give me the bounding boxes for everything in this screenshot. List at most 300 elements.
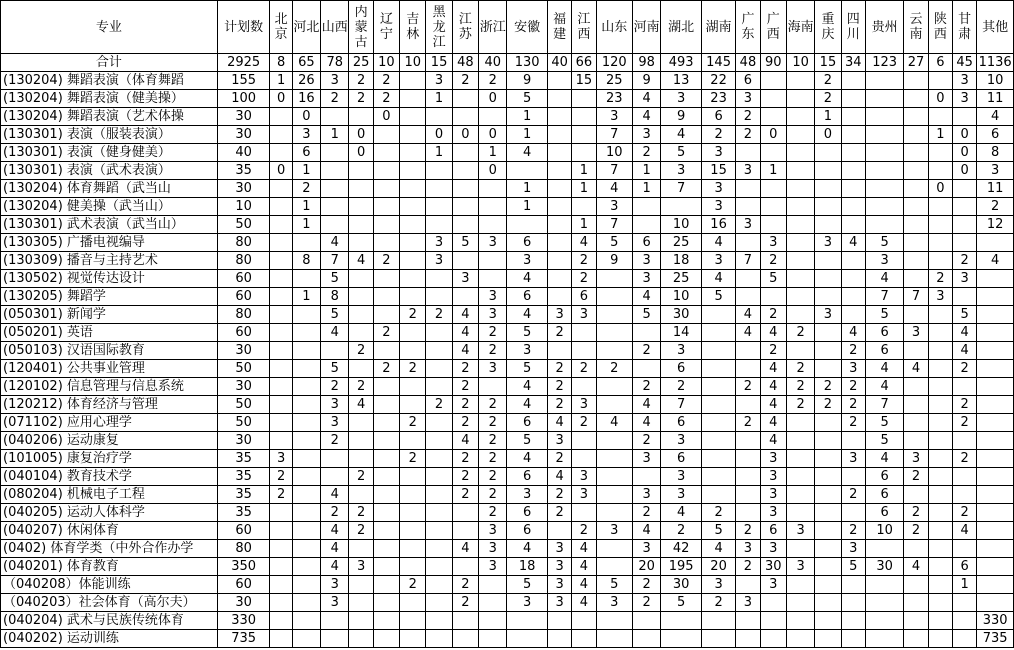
- value-cell: [904, 234, 928, 252]
- value-cell: [786, 108, 814, 126]
- value-cell: 4: [507, 144, 548, 162]
- value-cell: [786, 90, 814, 108]
- value-cell: [292, 432, 320, 450]
- value-cell: [786, 576, 814, 594]
- table-row: [1, 558, 1014, 576]
- value-cell: [452, 252, 478, 270]
- value-cell: [349, 288, 373, 306]
- value-cell: [572, 90, 596, 108]
- value-cell: [400, 378, 426, 396]
- header-province: 山西: [321, 1, 349, 54]
- value-cell: [904, 90, 928, 108]
- value-cell: 0: [479, 90, 507, 108]
- value-cell: [904, 378, 928, 396]
- value-cell: [701, 360, 735, 378]
- value-cell: 4: [865, 270, 903, 288]
- value-cell: 7: [321, 252, 349, 270]
- value-cell: [786, 540, 814, 558]
- header-province: 内蒙古: [349, 1, 373, 54]
- value-cell: 2: [479, 432, 507, 450]
- value-cell: [349, 324, 373, 342]
- value-cell: [928, 216, 952, 234]
- total-cell: 40: [547, 54, 571, 72]
- value-cell: 3: [701, 576, 735, 594]
- table-row: [1, 144, 1014, 162]
- value-cell: [292, 324, 320, 342]
- value-cell: [815, 630, 841, 648]
- value-cell: [270, 594, 292, 612]
- value-cell: 5: [507, 90, 548, 108]
- value-cell: [736, 234, 760, 252]
- value-cell: 3: [736, 162, 760, 180]
- plan-cell: 50: [217, 216, 270, 234]
- value-cell: 2: [400, 414, 426, 432]
- value-cell: [270, 252, 292, 270]
- value-cell: 4: [904, 558, 928, 576]
- value-cell: [479, 270, 507, 288]
- value-cell: 30: [661, 306, 702, 324]
- major-cell: (130309) 播音与主持艺术: [1, 252, 218, 270]
- value-cell: [596, 504, 632, 522]
- value-cell: [270, 180, 292, 198]
- value-cell: 2: [349, 90, 373, 108]
- value-cell: 2: [736, 126, 760, 144]
- value-cell: 3: [547, 594, 571, 612]
- value-cell: 4: [596, 180, 632, 198]
- value-cell: [547, 630, 571, 648]
- value-cell: [904, 306, 928, 324]
- value-cell: 18: [661, 252, 702, 270]
- value-cell: 5: [632, 306, 660, 324]
- value-cell: [904, 126, 928, 144]
- value-cell: [952, 378, 976, 396]
- value-cell: [786, 270, 814, 288]
- table-row: [1, 504, 1014, 522]
- value-cell: 10: [661, 288, 702, 306]
- value-cell: [270, 414, 292, 432]
- major-cell: (071102) 应用心理学: [1, 414, 218, 432]
- value-cell: [815, 522, 841, 540]
- value-cell: 6: [760, 522, 786, 540]
- value-cell: [426, 468, 452, 486]
- value-cell: [349, 234, 373, 252]
- value-cell: 3: [632, 270, 660, 288]
- value-cell: [701, 432, 735, 450]
- value-cell: [400, 180, 426, 198]
- value-cell: 2: [952, 450, 976, 468]
- value-cell: 6: [632, 234, 660, 252]
- value-cell: [736, 180, 760, 198]
- value-cell: [865, 180, 903, 198]
- value-cell: 2: [786, 324, 814, 342]
- header-province: 广西: [760, 1, 786, 54]
- value-cell: 4: [507, 378, 548, 396]
- value-cell: [760, 144, 786, 162]
- value-cell: 2: [292, 180, 320, 198]
- header-major: 专业: [1, 1, 218, 54]
- value-cell: [865, 612, 903, 630]
- value-cell: 0: [270, 90, 292, 108]
- value-cell: 3: [547, 306, 571, 324]
- value-cell: [426, 540, 452, 558]
- value-cell: 5: [452, 234, 478, 252]
- major-cell: (130204) 体育舞蹈（武当山: [1, 180, 218, 198]
- value-cell: [736, 342, 760, 360]
- value-cell: [904, 162, 928, 180]
- value-cell: [841, 108, 865, 126]
- value-cell: 2: [452, 576, 478, 594]
- major-cell: (040104) 教育技术学: [1, 468, 218, 486]
- value-cell: [452, 216, 478, 234]
- value-cell: [400, 324, 426, 342]
- value-cell: [572, 108, 596, 126]
- major-cell: (101005) 康复治疗学: [1, 450, 218, 468]
- total-cell: 10: [400, 54, 426, 72]
- table-row: [1, 342, 1014, 360]
- table-row: [1, 468, 1014, 486]
- value-cell: [270, 540, 292, 558]
- value-cell: 3: [736, 90, 760, 108]
- value-cell: 10: [596, 144, 632, 162]
- plan-cell: 60: [217, 288, 270, 306]
- value-cell: 4: [632, 414, 660, 432]
- header-province: 福建: [547, 1, 571, 54]
- value-cell: [373, 594, 399, 612]
- value-cell: 4: [977, 108, 1014, 126]
- value-cell: 23: [596, 90, 632, 108]
- total-cell: 10: [786, 54, 814, 72]
- value-cell: 1: [572, 180, 596, 198]
- value-cell: [928, 198, 952, 216]
- value-cell: 3: [841, 540, 865, 558]
- value-cell: [736, 144, 760, 162]
- value-cell: [904, 342, 928, 360]
- value-cell: [904, 252, 928, 270]
- value-cell: [596, 450, 632, 468]
- value-cell: 3: [596, 198, 632, 216]
- value-cell: 2: [952, 396, 976, 414]
- value-cell: 2: [400, 360, 426, 378]
- major-cell: (120401) 公共事业管理: [1, 360, 218, 378]
- value-cell: [321, 108, 349, 126]
- value-cell: [952, 198, 976, 216]
- total-cell: 1136: [978, 55, 1012, 70]
- value-cell: [400, 90, 426, 108]
- value-cell: 4: [321, 324, 349, 342]
- value-cell: [400, 594, 426, 612]
- value-cell: 2: [373, 72, 399, 90]
- header-province: 辽宁: [373, 1, 399, 54]
- value-cell: 2: [841, 396, 865, 414]
- value-cell: 6: [507, 468, 548, 486]
- header-province: 湖南: [701, 1, 735, 54]
- value-cell: [786, 432, 814, 450]
- value-cell: 4: [632, 90, 660, 108]
- table-row: [1, 162, 1014, 180]
- value-cell: [815, 576, 841, 594]
- value-cell: 4: [507, 396, 548, 414]
- value-cell: 0: [952, 162, 976, 180]
- value-cell: 4: [632, 396, 660, 414]
- plan-cell: 60: [217, 270, 270, 288]
- value-cell: [841, 90, 865, 108]
- value-cell: [373, 306, 399, 324]
- value-cell: 2: [661, 378, 702, 396]
- value-cell: 3: [596, 594, 632, 612]
- table-row: [1, 234, 1014, 252]
- value-cell: 4: [452, 540, 478, 558]
- value-cell: 15: [701, 162, 735, 180]
- value-cell: [928, 252, 952, 270]
- value-cell: 1: [292, 288, 320, 306]
- value-cell: [400, 288, 426, 306]
- value-cell: [270, 396, 292, 414]
- value-cell: [452, 612, 478, 630]
- value-cell: 11: [977, 90, 1014, 108]
- value-cell: [865, 576, 903, 594]
- header-province: 海南: [786, 1, 814, 54]
- value-cell: [270, 378, 292, 396]
- value-cell: [373, 378, 399, 396]
- value-cell: 5: [596, 576, 632, 594]
- value-cell: [760, 630, 786, 648]
- value-cell: 3: [479, 360, 507, 378]
- value-cell: 12: [977, 216, 1014, 234]
- value-cell: [400, 522, 426, 540]
- value-cell: [760, 90, 786, 108]
- value-cell: [596, 342, 632, 360]
- major-cell: (0402) 体育学类（中外合作办学: [1, 540, 218, 558]
- value-cell: [270, 360, 292, 378]
- value-cell: 3: [760, 468, 786, 486]
- value-cell: 3: [841, 450, 865, 468]
- value-cell: [373, 396, 399, 414]
- value-cell: 13: [661, 72, 702, 90]
- value-cell: 6: [507, 504, 548, 522]
- value-cell: 3: [760, 450, 786, 468]
- value-cell: 6: [507, 522, 548, 540]
- value-cell: [977, 270, 1014, 288]
- value-cell: 1: [270, 72, 292, 90]
- value-cell: 25: [596, 72, 632, 90]
- value-cell: [547, 162, 571, 180]
- value-cell: [270, 342, 292, 360]
- value-cell: [815, 540, 841, 558]
- value-cell: 1: [426, 144, 452, 162]
- value-cell: 3: [479, 288, 507, 306]
- value-cell: 4: [661, 126, 702, 144]
- value-cell: [786, 234, 814, 252]
- value-cell: [426, 180, 452, 198]
- plan-cell: 10: [217, 198, 270, 216]
- plan-cell: 50: [217, 414, 270, 432]
- value-cell: [547, 72, 571, 90]
- plan-cell: 30: [217, 432, 270, 450]
- value-cell: [786, 486, 814, 504]
- value-cell: 3: [736, 216, 760, 234]
- value-cell: 3: [661, 162, 702, 180]
- value-cell: [426, 324, 452, 342]
- value-cell: 4: [841, 234, 865, 252]
- value-cell: 3: [321, 594, 349, 612]
- value-cell: [400, 486, 426, 504]
- value-cell: [270, 126, 292, 144]
- value-cell: [547, 126, 571, 144]
- value-cell: 3: [865, 252, 903, 270]
- value-cell: 2: [572, 360, 596, 378]
- value-cell: [270, 216, 292, 234]
- value-cell: 2: [736, 414, 760, 432]
- value-cell: [292, 504, 320, 522]
- value-cell: 2: [632, 144, 660, 162]
- plan-cell: 30: [217, 108, 270, 126]
- value-cell: 3: [786, 558, 814, 576]
- value-cell: 4: [736, 324, 760, 342]
- value-cell: [786, 414, 814, 432]
- plan-cell: 30: [217, 342, 270, 360]
- value-cell: [701, 630, 735, 648]
- total-cell: 8: [270, 54, 292, 72]
- value-cell: 4: [452, 432, 478, 450]
- value-cell: 1: [632, 162, 660, 180]
- value-cell: [479, 252, 507, 270]
- value-cell: [952, 486, 976, 504]
- value-cell: [904, 108, 928, 126]
- major-cell: (130301) 表演（武术表演）: [1, 162, 218, 180]
- value-cell: 4: [865, 450, 903, 468]
- value-cell: 5: [865, 414, 903, 432]
- major-cell: (040205) 运动人体科学: [1, 504, 218, 522]
- plan-cell: 30: [217, 594, 270, 612]
- value-cell: 2: [952, 504, 976, 522]
- value-cell: 2: [479, 486, 507, 504]
- value-cell: [904, 432, 928, 450]
- value-cell: 4: [321, 558, 349, 576]
- value-cell: [928, 540, 952, 558]
- major-cell: (040207) 休闲体育: [1, 522, 218, 540]
- value-cell: 3: [952, 72, 976, 90]
- value-cell: [841, 594, 865, 612]
- value-cell: [426, 504, 452, 522]
- value-cell: 3: [661, 432, 702, 450]
- value-cell: [452, 198, 478, 216]
- value-cell: [547, 144, 571, 162]
- value-cell: [426, 378, 452, 396]
- value-cell: [572, 324, 596, 342]
- value-cell: [701, 324, 735, 342]
- value-cell: [426, 450, 452, 468]
- value-cell: 2: [349, 342, 373, 360]
- value-cell: [736, 468, 760, 486]
- value-cell: 2: [479, 414, 507, 432]
- value-cell: 6: [865, 504, 903, 522]
- table-row: [1, 306, 1014, 324]
- value-cell: 4: [507, 306, 548, 324]
- value-cell: 4: [596, 414, 632, 432]
- value-cell: [400, 612, 426, 630]
- value-cell: [977, 234, 1014, 252]
- value-cell: [400, 144, 426, 162]
- value-cell: [865, 162, 903, 180]
- major-cell: (130301) 表演（服装表演）: [1, 126, 218, 144]
- value-cell: 8: [292, 252, 320, 270]
- plan-cell: 60: [217, 324, 270, 342]
- value-cell: 2: [479, 72, 507, 90]
- value-cell: 4: [701, 540, 735, 558]
- value-cell: [270, 198, 292, 216]
- value-cell: 3: [479, 540, 507, 558]
- value-cell: [426, 414, 452, 432]
- value-cell: [865, 198, 903, 216]
- value-cell: [507, 162, 548, 180]
- total-cell: 78: [321, 54, 349, 72]
- total-cell: 145: [701, 54, 735, 72]
- value-cell: [977, 378, 1014, 396]
- value-cell: 2: [349, 504, 373, 522]
- major-cell: (130301) 表演（健身健美）: [1, 144, 218, 162]
- table-row: [1, 108, 1014, 126]
- value-cell: 2: [426, 396, 452, 414]
- value-cell: 3: [270, 450, 292, 468]
- value-cell: [452, 180, 478, 198]
- value-cell: [865, 126, 903, 144]
- total-label: 合计: [1, 54, 218, 72]
- value-cell: 3: [507, 486, 548, 504]
- value-cell: 4: [321, 522, 349, 540]
- value-cell: [596, 396, 632, 414]
- value-cell: 3: [760, 576, 786, 594]
- value-cell: 330: [977, 612, 1014, 630]
- value-cell: [373, 486, 399, 504]
- value-cell: [736, 630, 760, 648]
- header-province: 山东: [596, 1, 632, 54]
- value-cell: 3: [661, 486, 702, 504]
- value-cell: [928, 630, 952, 648]
- value-cell: 25: [661, 234, 702, 252]
- value-cell: 0: [952, 144, 976, 162]
- value-cell: 1: [760, 162, 786, 180]
- value-cell: 2: [760, 252, 786, 270]
- value-cell: [426, 288, 452, 306]
- header-row: [1, 1, 1014, 54]
- value-cell: [547, 216, 571, 234]
- plan-cell: 35: [217, 162, 270, 180]
- value-cell: 10: [865, 522, 903, 540]
- value-cell: [596, 468, 632, 486]
- value-cell: [373, 630, 399, 648]
- value-cell: [349, 630, 373, 648]
- total-cell: 493: [661, 54, 702, 72]
- value-cell: [349, 594, 373, 612]
- value-cell: 5: [952, 306, 976, 324]
- value-cell: 3: [321, 72, 349, 90]
- value-cell: 2: [452, 378, 478, 396]
- value-cell: [572, 630, 596, 648]
- value-cell: [841, 630, 865, 648]
- plan-cell: 50: [217, 360, 270, 378]
- value-cell: [572, 378, 596, 396]
- value-cell: [841, 576, 865, 594]
- value-cell: 5: [507, 432, 548, 450]
- value-cell: 3: [479, 522, 507, 540]
- table-row: [1, 594, 1014, 612]
- value-cell: [815, 504, 841, 522]
- table-row: [1, 90, 1014, 108]
- value-cell: 2: [786, 378, 814, 396]
- value-cell: [977, 396, 1014, 414]
- value-cell: 3: [632, 126, 660, 144]
- value-cell: 2: [452, 450, 478, 468]
